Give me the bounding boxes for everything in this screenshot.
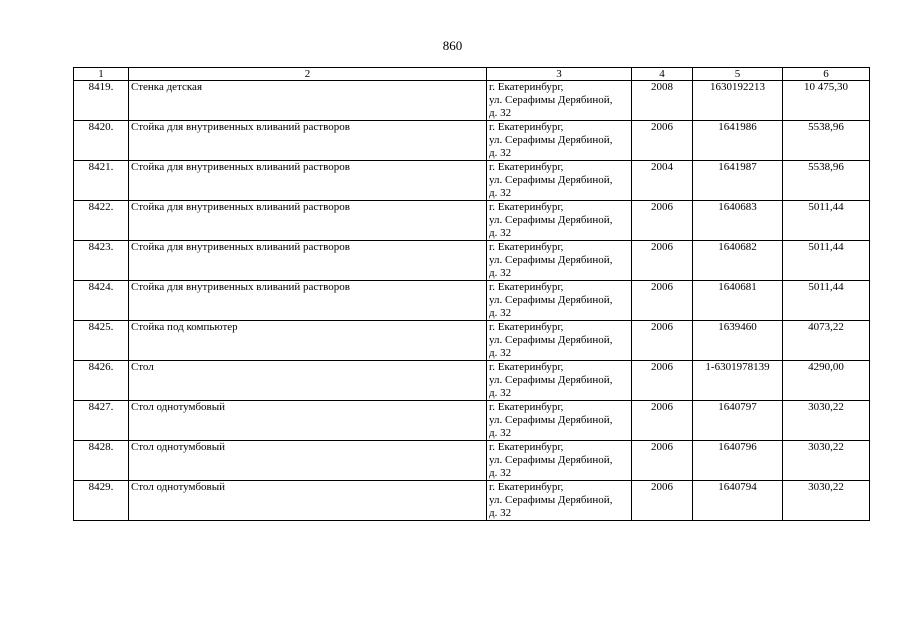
property-table [73, 67, 870, 521]
table-row [74, 481, 870, 521]
item-name: Стол [129, 361, 487, 401]
inventory-number: 1630192213 [693, 81, 783, 121]
address-line: д. 32 [489, 507, 512, 519]
item-year: 2006 [632, 121, 693, 161]
address-line: ул. Серафимы Дерябиной, [489, 294, 613, 306]
column-header: 3 [487, 68, 632, 81]
address-line: д. 32 [489, 347, 512, 359]
row-number: 8429. [74, 481, 129, 521]
row-number: 8428. [74, 441, 129, 481]
address-line: ул. Серафимы Дерябиной, [489, 94, 613, 106]
row-number: 8425. [74, 321, 129, 361]
inventory-number: 1-6301978139 [693, 361, 783, 401]
inventory-number: 1640794 [693, 481, 783, 521]
row-number: 8427. [74, 401, 129, 441]
item-address [487, 241, 632, 281]
inventory-number: 1640796 [693, 441, 783, 481]
item-cost: 3030,22 [783, 441, 870, 481]
inventory-number: 1640683 [693, 201, 783, 241]
item-address [487, 161, 632, 201]
item-address [487, 121, 632, 161]
address-line: ул. Серафимы Дерябиной, [489, 254, 613, 266]
address-line: д. 32 [489, 307, 512, 319]
address-line: ул. Серафимы Дерябиной, [489, 134, 613, 146]
table-row [74, 81, 870, 121]
row-number: 8420. [74, 121, 129, 161]
address-line: ул. Серафимы Дерябиной, [489, 454, 613, 466]
table-row [74, 361, 870, 401]
item-cost: 5011,44 [783, 201, 870, 241]
table-row [74, 121, 870, 161]
table-row [74, 281, 870, 321]
row-number: 8423. [74, 241, 129, 281]
item-address [487, 281, 632, 321]
item-address [487, 481, 632, 521]
item-cost: 5011,44 [783, 241, 870, 281]
item-address [487, 361, 632, 401]
address-line: д. 32 [489, 427, 512, 439]
item-name: Стенка детская [129, 81, 487, 121]
address-line: г. Екатеринбург, [489, 81, 564, 93]
item-cost: 5538,96 [783, 161, 870, 201]
table-row [74, 161, 870, 201]
row-number: 8424. [74, 281, 129, 321]
item-name: Стойка для внутривенных вливаний растворов [129, 281, 487, 321]
item-year: 2006 [632, 361, 693, 401]
item-cost: 5538,96 [783, 121, 870, 161]
item-name: Стойка для внутривенных вливаний растворов [129, 201, 487, 241]
item-name: Стол однотумбовый [129, 481, 487, 521]
address-line: д. 32 [489, 187, 512, 199]
table-row [74, 241, 870, 281]
address-line: г. Екатеринбург, [489, 401, 564, 413]
item-cost: 5011,44 [783, 281, 870, 321]
column-header: 1 [74, 68, 129, 81]
address-line: г. Екатеринбург, [489, 241, 564, 253]
item-cost: 3030,22 [783, 401, 870, 441]
item-year: 2006 [632, 321, 693, 361]
address-line: г. Екатеринбург, [489, 121, 564, 133]
item-name: Стойка под компьютер [129, 321, 487, 361]
item-address [487, 81, 632, 121]
address-line: ул. Серафимы Дерябиной, [489, 494, 613, 506]
item-year: 2006 [632, 441, 693, 481]
column-header: 6 [783, 68, 870, 81]
table-row [74, 401, 870, 441]
inventory-number: 1640797 [693, 401, 783, 441]
inventory-number: 1640682 [693, 241, 783, 281]
item-year: 2004 [632, 161, 693, 201]
address-line: д. 32 [489, 147, 512, 159]
inventory-number: 1639460 [693, 321, 783, 361]
address-line: ул. Серафимы Дерябиной, [489, 174, 613, 186]
page-number: 860 [442, 38, 463, 53]
item-cost: 4073,22 [783, 321, 870, 361]
item-year: 2006 [632, 401, 693, 441]
address-line: ул. Серафимы Дерябиной, [489, 414, 613, 426]
inventory-number: 1641986 [693, 121, 783, 161]
address-line: д. 32 [489, 227, 512, 239]
item-name: Стол однотумбовый [129, 401, 487, 441]
inventory-number: 1641987 [693, 161, 783, 201]
table-row [74, 321, 870, 361]
column-header: 5 [693, 68, 783, 81]
item-cost: 3030,22 [783, 481, 870, 521]
address-line: г. Екатеринбург, [489, 321, 564, 333]
address-line: г. Екатеринбург, [489, 361, 564, 373]
address-line: ул. Серафимы Дерябиной, [489, 334, 613, 346]
item-address [487, 401, 632, 441]
item-year: 2006 [632, 201, 693, 241]
item-cost: 10 475,30 [783, 81, 870, 121]
item-name: Стол однотумбовый [129, 441, 487, 481]
address-line: г. Екатеринбург, [489, 481, 564, 493]
item-year: 2006 [632, 241, 693, 281]
item-cost: 4290,00 [783, 361, 870, 401]
item-name: Стойка для внутривенных вливаний растворов [129, 121, 487, 161]
item-year: 2006 [632, 281, 693, 321]
item-address [487, 321, 632, 361]
row-number: 8421. [74, 161, 129, 201]
address-line: г. Екатеринбург, [489, 201, 564, 213]
table-row [74, 441, 870, 481]
row-number: 8422. [74, 201, 129, 241]
address-line: д. 32 [489, 267, 512, 279]
address-line: г. Екатеринбург, [489, 281, 564, 293]
column-header: 4 [632, 68, 693, 81]
inventory-number: 1640681 [693, 281, 783, 321]
column-header: 2 [129, 68, 487, 81]
item-name: Стойка для внутривенных вливаний растворов [129, 161, 487, 201]
address-line: г. Екатеринбург, [489, 441, 564, 453]
item-name: Стойка для внутривенных вливаний растворов [129, 241, 487, 281]
address-line: ул. Серафимы Дерябиной, [489, 374, 613, 386]
row-number: 8419. [74, 81, 129, 121]
table-row [74, 201, 870, 241]
item-year: 2008 [632, 81, 693, 121]
row-number: 8426. [74, 361, 129, 401]
address-line: ул. Серафимы Дерябиной, [489, 214, 613, 226]
item-address [487, 201, 632, 241]
item-year: 2006 [632, 481, 693, 521]
item-address [487, 441, 632, 481]
address-line: д. 32 [489, 467, 512, 479]
address-line: д. 32 [489, 387, 512, 399]
address-line: г. Екатеринбург, [489, 161, 564, 173]
address-line: д. 32 [489, 107, 512, 119]
table-header-row [74, 68, 870, 81]
